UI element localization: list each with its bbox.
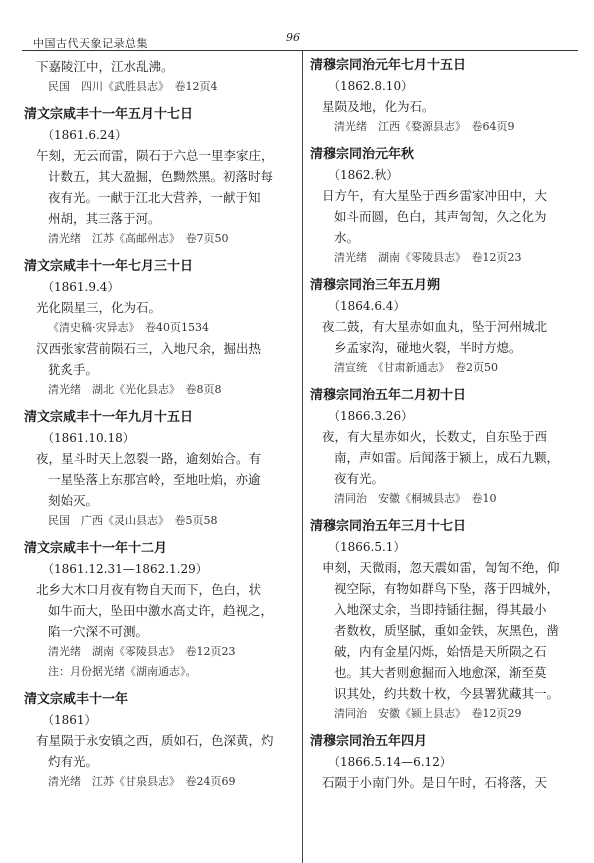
record-text-line: 申刻，天微雨，忽天震如雷，訇訇不绝，仰 bbox=[322, 560, 560, 575]
record-text bbox=[24, 730, 296, 772]
record-heading: 清文宗咸丰十一年十二月 bbox=[24, 541, 168, 556]
record-date: （1861） bbox=[42, 713, 97, 727]
record-heading: 清穆宗同治元年秋 bbox=[310, 147, 415, 162]
record-source: 清光绪 江苏《高邮州志》 卷7页50 bbox=[48, 232, 229, 245]
record-date: （1861.12.31—1862.1.29） bbox=[42, 562, 208, 576]
record-text-line: 夜，有大星赤如火，长数丈，自东坠于西 bbox=[322, 429, 548, 444]
record-text-line: 也。其大者则愈掘而入地愈深，渐至莫 bbox=[334, 665, 547, 680]
record-heading: 清文宗咸丰十一年九月十五日 bbox=[24, 410, 194, 425]
record-text-line: 识其处，约共数十枚，今县署犹藏其一。 bbox=[334, 686, 560, 701]
record-source: 民国 四川《武胜县志》 卷12页4 bbox=[48, 80, 218, 93]
record-text-line: 下嘉陵江中，江水乱沸。 bbox=[36, 59, 174, 74]
record-source: 清光绪 湖南《零陵县志》 卷12页23 bbox=[334, 251, 522, 264]
record-text-line: 夜有光。 bbox=[334, 471, 385, 486]
record-text-line: 犹炙手。 bbox=[48, 362, 99, 377]
record-text-line: 日方午，有大星坠于西乡雷家冲田中，大 bbox=[322, 188, 548, 203]
record-text-line: 夜有光。一献于江北大营养，一献于知 bbox=[48, 190, 261, 205]
record-text bbox=[24, 145, 296, 229]
record-text bbox=[24, 297, 296, 318]
record-text-line: 星陨及地，化为石。 bbox=[322, 99, 435, 114]
record-text-line: 刻始灭。 bbox=[48, 493, 99, 508]
record-source: 清宣统 《甘肃新通志》 卷2页50 bbox=[334, 361, 498, 374]
record-text-line: 计数五，其大盈掘，色黝然黑。初落时每 bbox=[48, 169, 274, 184]
record-entry bbox=[310, 386, 586, 509]
record-text-line: 光化陨星三，化为石。 bbox=[36, 300, 162, 315]
record-date: （1861.9.4） bbox=[42, 280, 120, 294]
record-heading: 清穆宗同治五年三月十七日 bbox=[310, 519, 467, 534]
record-text bbox=[310, 96, 586, 117]
record-date: （1866.5.14—6.12） bbox=[328, 755, 452, 769]
record-text-line: 石陨于小南门外。是日午时，石将落，天 bbox=[322, 775, 548, 790]
record-text-line: 午刻，无云而雷，陨石于六总一里李家庄， bbox=[36, 148, 274, 163]
record-text bbox=[310, 557, 586, 704]
record-text-line: 夜，星斗时天上忽裂一路，逾刻始合。有 bbox=[36, 451, 262, 466]
record-text-line: 陷一穴深不可测。 bbox=[48, 624, 149, 639]
record-entry bbox=[310, 517, 586, 724]
record-text bbox=[310, 426, 586, 489]
record-text-line: 汉西张家营前陨石三，入地尺余，掘出热 bbox=[36, 341, 262, 356]
record-date: （1861.10.18） bbox=[42, 431, 135, 445]
left-column bbox=[24, 56, 296, 792]
record-source: 清光绪 湖北《光化县志》 卷8页8 bbox=[48, 383, 222, 396]
record-entry bbox=[310, 732, 586, 793]
record-entry bbox=[310, 276, 586, 378]
record-source: 清同治 安徽《颍上县志》 卷12页29 bbox=[334, 707, 522, 720]
right-column bbox=[310, 56, 586, 793]
book-title: 中国古代天象记录总集 bbox=[33, 37, 148, 50]
record-text-line: 南，声如雷。后闻落于颍上，成石九颗， bbox=[334, 450, 560, 465]
record-date: （1862.8.10） bbox=[328, 79, 414, 93]
record-text-line: 破，内有金星闪烁，始悟是天所陨之石 bbox=[334, 644, 547, 659]
record-text-line: 灼有光。 bbox=[48, 754, 99, 769]
record-heading: 清穆宗同治三年五月朔 bbox=[310, 278, 441, 293]
record-date: （1864.6.4） bbox=[328, 299, 406, 313]
record-date: （1866.3.26） bbox=[328, 409, 414, 423]
record-source: 《清史稿·灾异志》 卷40页1534 bbox=[48, 321, 209, 334]
record-date: （1861.6.24） bbox=[42, 128, 128, 142]
record-heading: 清穆宗同治五年二月初十日 bbox=[310, 388, 467, 403]
record-text-line: 乡孟家沟，碰地火裂，半时方熄。 bbox=[334, 340, 522, 355]
record-text-line: 一星坠落上东那宫岭，至地吐焰，亦逾 bbox=[48, 472, 261, 487]
record-source: 清光绪 湖南《零陵县志》 卷12页23 bbox=[48, 645, 236, 658]
record-text-line: 如牛而大，坠田中激水高丈许，趋视之， bbox=[48, 603, 274, 618]
record-entry bbox=[24, 105, 296, 249]
record-heading: 清文宗咸丰十一年七月三十日 bbox=[24, 259, 194, 274]
record-entry bbox=[24, 690, 296, 792]
record-date: （1862.秋） bbox=[328, 168, 399, 182]
record-entry bbox=[310, 56, 586, 137]
record-text bbox=[24, 338, 296, 380]
page-number: 96 bbox=[286, 31, 300, 44]
record-entry bbox=[24, 539, 296, 682]
record-text-line: 如斗而圆，色白，其声訇訇，久之化为 bbox=[334, 209, 547, 224]
column-divider bbox=[302, 51, 303, 863]
record-date: （1866.5.1） bbox=[328, 540, 406, 554]
record-text-line: 夜二鼓，有大星赤如血丸，坠于河州城北 bbox=[322, 319, 548, 334]
record-text-line: 水。 bbox=[334, 230, 360, 245]
record-text-line: 州胡，其三落于河。 bbox=[48, 211, 161, 226]
record-heading: 清文宗咸丰十一年 bbox=[24, 692, 129, 707]
record-text-line: 视空际，有物如群鸟下坠，落于四城外， bbox=[334, 581, 560, 596]
record-source: 清光绪 江西《婺源县志》 卷64页9 bbox=[334, 120, 515, 133]
header-rule bbox=[22, 50, 578, 51]
record-text bbox=[310, 185, 586, 248]
record-text bbox=[310, 772, 586, 793]
record-source: 注：月份据光绪《湖南通志》。 bbox=[48, 665, 197, 678]
record-text bbox=[310, 316, 586, 358]
record-text-line: 有星陨于永安镇之西，质如石，色深黄，灼 bbox=[36, 733, 274, 748]
record-text bbox=[24, 56, 296, 77]
record-source: 清光绪 江苏《甘泉县志》 卷24页69 bbox=[48, 775, 236, 788]
record-entry bbox=[24, 257, 296, 400]
record-text-line: 入地深丈余，当即持锸往掘，得其最小 bbox=[334, 602, 547, 617]
record-entry bbox=[24, 56, 296, 97]
record-entry bbox=[24, 408, 296, 531]
record-heading: 清穆宗同治元年七月十五日 bbox=[310, 58, 467, 73]
record-text bbox=[24, 448, 296, 511]
record-entry bbox=[310, 145, 586, 268]
record-text-line: 北乡大木口月夜有物自天而下，色白，状 bbox=[36, 582, 262, 597]
record-text bbox=[24, 579, 296, 642]
record-heading: 清文宗咸丰十一年五月十七日 bbox=[24, 107, 194, 122]
record-source: 民国 广西《灵山县志》 卷5页58 bbox=[48, 514, 218, 527]
record-source: 清同治 安徽《桐城县志》 卷10 bbox=[334, 492, 497, 505]
record-text-line: 者数枚，质坚腻，重如金铁，灰黑色，凿 bbox=[334, 623, 560, 638]
record-heading: 清穆宗同治五年四月 bbox=[310, 734, 428, 749]
